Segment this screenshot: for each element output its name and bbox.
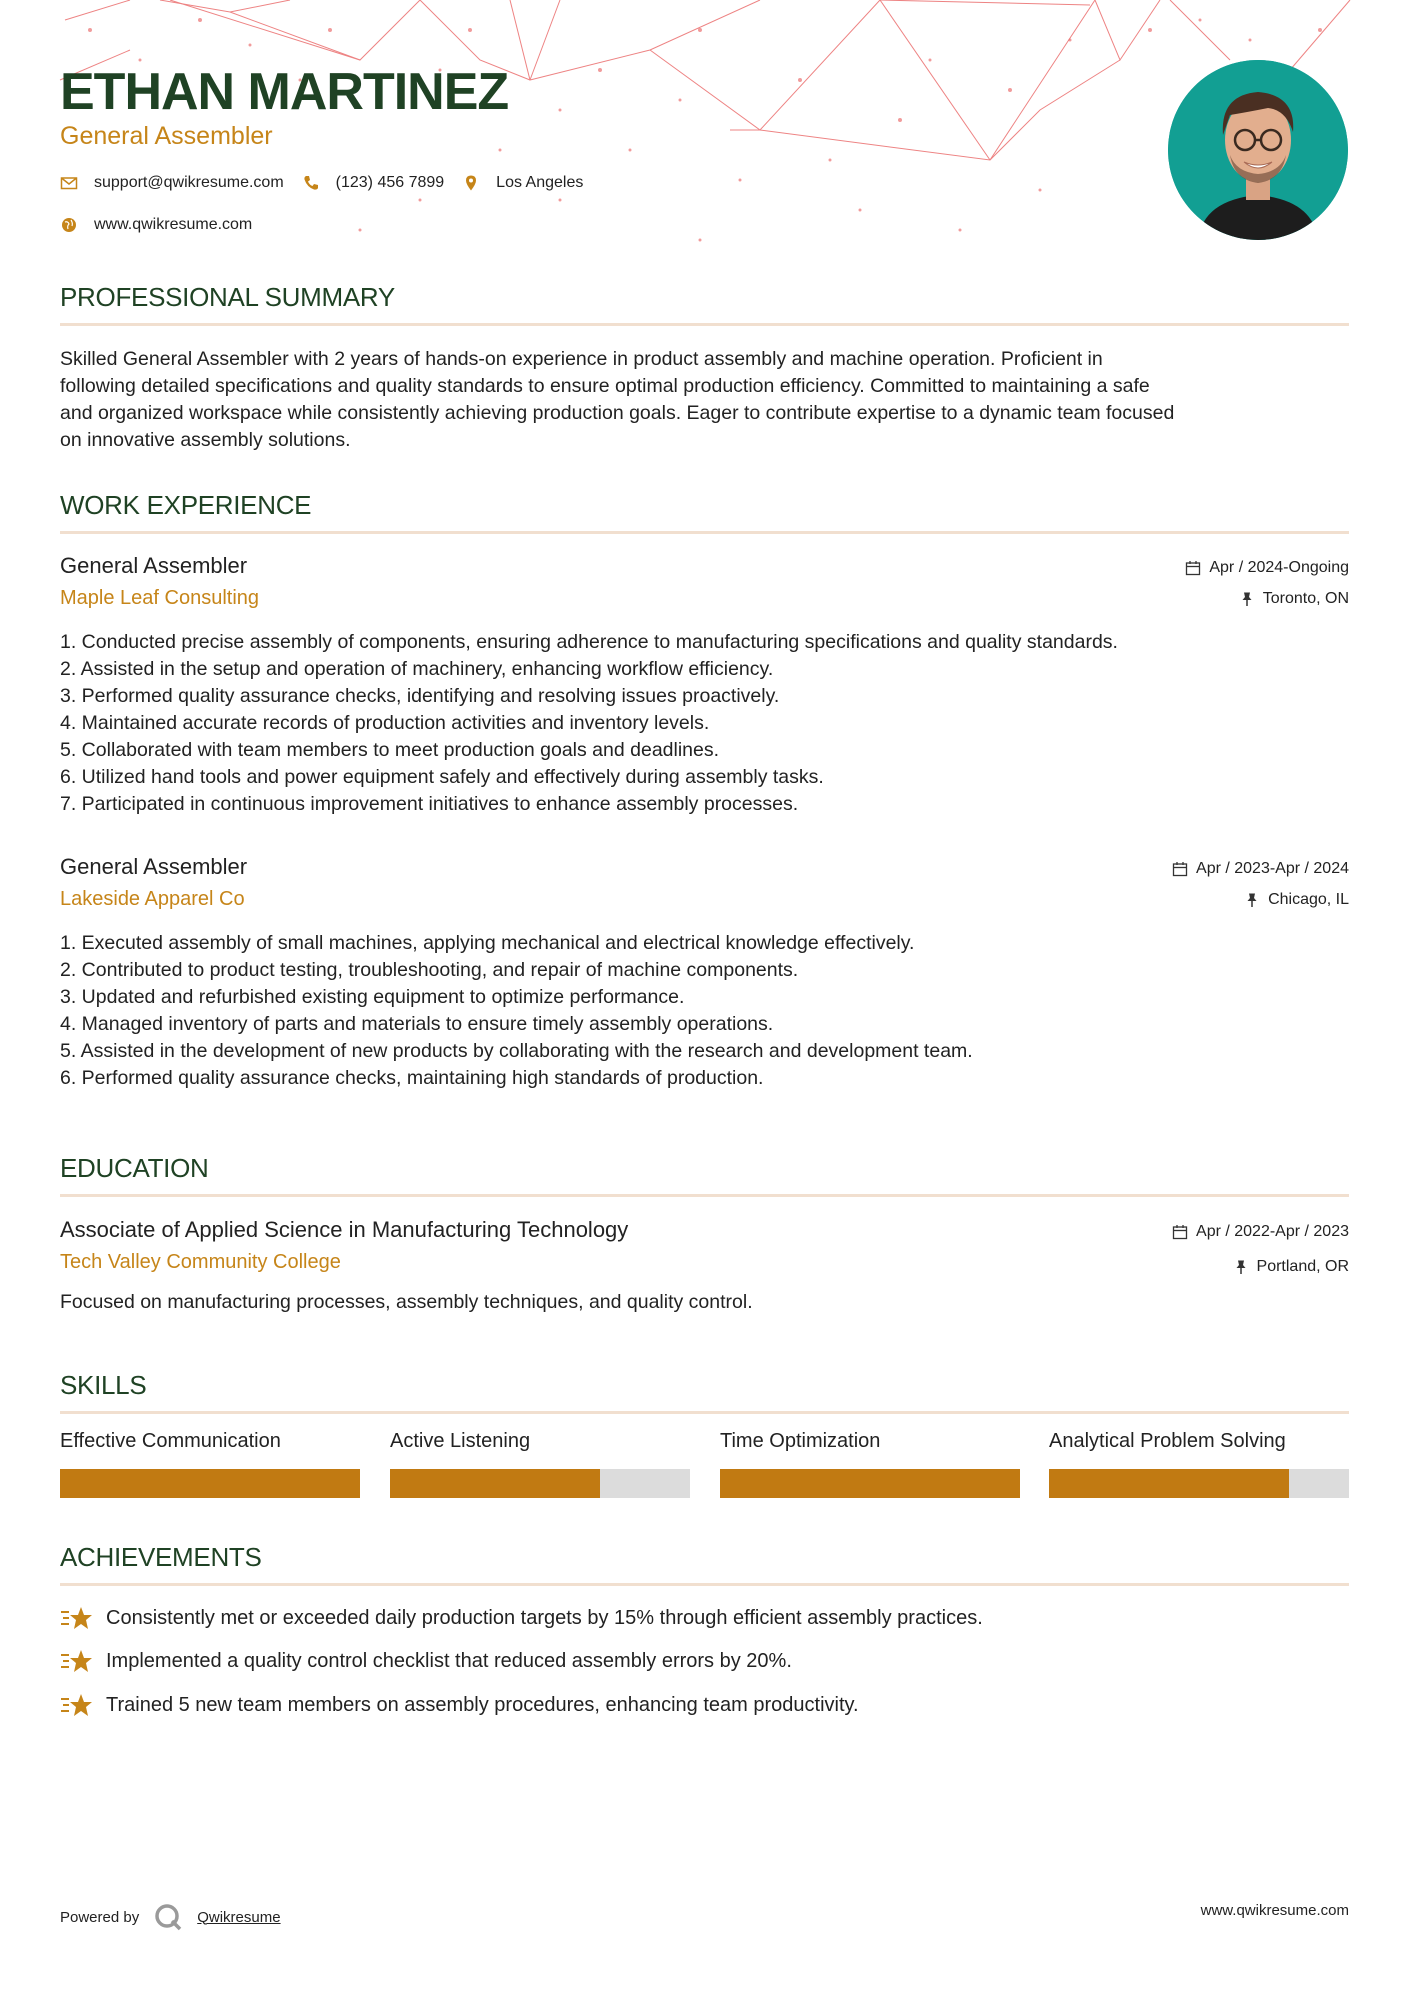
calendar-icon xyxy=(1172,1224,1188,1240)
skill-name: Active Listening xyxy=(390,1430,531,1452)
phone-icon xyxy=(302,174,320,192)
section-divider xyxy=(60,1411,1349,1414)
profile-photo xyxy=(1168,60,1348,240)
job-location-text: Chicago, IL xyxy=(1268,891,1349,908)
job-date xyxy=(1172,860,1349,878)
job-bullet: 5. Collaborated with team members to meet production goals and deadlines. xyxy=(60,739,720,761)
skill-name: Effective Communication xyxy=(60,1430,281,1452)
person-portrait-icon xyxy=(1168,60,1348,240)
section-divider xyxy=(60,1194,1349,1197)
education-heading: EDUCATION xyxy=(60,1153,209,1183)
education-section xyxy=(60,1153,1349,1197)
skill-item xyxy=(1049,1430,1349,1498)
job-title: General Assembler xyxy=(60,553,248,578)
achievement-text: Trained 5 new team members on assembly procedures, enhancing team productivity. xyxy=(106,1693,859,1716)
skill-item xyxy=(390,1430,690,1498)
globe-icon xyxy=(60,216,78,234)
achievement-text: Consistently met or exceeded daily production targets by 15% through efficient assembly practices. xyxy=(106,1606,983,1629)
contact-location xyxy=(462,174,583,192)
job-bullet: 2. Assisted in the setup and operation of machinery, enhancing workflow efficiency. xyxy=(60,658,774,680)
section-divider xyxy=(60,531,1349,534)
job-title: General Assembler xyxy=(60,854,248,879)
job-bullet: 2. Contributed to product testing, troubleshooting, and repair of machine components. xyxy=(60,959,799,981)
candidate-name: ETHAN MARTINEZ xyxy=(60,63,509,121)
job-bullet: 6. Performed quality assurance checks, maintaining high standards of production. xyxy=(60,1067,764,1089)
summary-heading: PROFESSIONAL SUMMARY xyxy=(60,282,395,312)
powered-by-label: Powered by xyxy=(60,1908,140,1926)
job-date-text: Apr / 2024-Ongoing xyxy=(1209,559,1349,576)
contact-row-2 xyxy=(60,216,270,234)
pushpin-icon xyxy=(1233,1259,1249,1275)
summary-text xyxy=(60,346,1349,454)
contact-website[interactable] xyxy=(60,216,252,234)
skill-level-fill xyxy=(60,1469,360,1498)
education-date xyxy=(1172,1223,1349,1241)
job-date-text: Apr / 2023-Apr / 2024 xyxy=(1196,860,1349,877)
job-bullet: 4. Maintained accurate records of production activities and inventory levels. xyxy=(60,712,710,734)
experience-heading: WORK EXPERIENCE xyxy=(60,490,312,520)
footer-powered-by xyxy=(60,1902,281,1932)
job-company: Lakeside Apparel Co xyxy=(60,888,245,910)
skill-level-bar xyxy=(60,1469,360,1498)
achievement-item xyxy=(60,1648,792,1674)
star-award-icon xyxy=(60,1648,94,1674)
calendar-icon xyxy=(1185,560,1201,576)
achievements-heading: ACHIEVEMENTS xyxy=(60,1542,262,1572)
degree-title: Associate of Applied Science in Manufacturing Technology xyxy=(60,1217,629,1242)
experience-section xyxy=(60,490,1349,534)
pushpin-icon xyxy=(1239,591,1255,607)
job-entry xyxy=(60,854,1349,1104)
section-divider xyxy=(60,323,1349,326)
website-text: www.qwikresume.com xyxy=(94,216,253,233)
education-description: Focused on manufacturing processes, assembly techniques, and quality control. xyxy=(60,1291,753,1313)
job-location xyxy=(1244,891,1349,909)
skill-item xyxy=(720,1430,1020,1498)
job-bullet: 4. Managed inventory of parts and materials to ensure timely assembly operations. xyxy=(60,1013,774,1035)
achievement-item xyxy=(60,1605,983,1631)
skill-level-bar xyxy=(1049,1469,1349,1498)
summary-line: Skilled General Assembler with 2 years of hands-on experience in product assembly and machine operation. Proficient in xyxy=(60,348,1103,370)
qwikresume-link[interactable]: Qwikresume xyxy=(197,1908,281,1926)
job-bullet: 6. Utilized hand tools and power equipment safely and effectively during assembly tasks. xyxy=(60,766,824,788)
email-text: support@qwikresume.com xyxy=(94,174,284,191)
education-location-text: Portland, OR xyxy=(1256,1258,1349,1275)
skills-grid xyxy=(60,1430,1349,1500)
candidate-role: General Assembler xyxy=(60,122,273,150)
skill-level-fill xyxy=(1049,1469,1289,1498)
education-entry xyxy=(60,1217,1349,1317)
job-bullets xyxy=(60,629,1118,818)
skill-name: Analytical Problem Solving xyxy=(1049,1430,1286,1452)
education-date-text: Apr / 2022-Apr / 2023 xyxy=(1196,1223,1349,1240)
star-award-icon xyxy=(60,1605,94,1631)
job-bullet: 3. Performed quality assurance checks, identifying and resolving issues proactively. xyxy=(60,685,780,707)
education-location xyxy=(1233,1258,1349,1276)
job-bullets xyxy=(60,930,973,1092)
star-award-icon xyxy=(60,1692,94,1718)
skill-level-fill xyxy=(720,1469,1020,1498)
location-text: Los Angeles xyxy=(496,174,584,191)
map-pin-icon xyxy=(462,174,480,192)
job-bullet: 3. Updated and refurbished existing equipment to optimize performance. xyxy=(60,986,685,1008)
achievement-text: Implemented a quality control checklist that reduced assembly errors by 20%. xyxy=(106,1649,792,1672)
summary-line: following detailed specifications and quality standards to ensure optimal production efficiency. Committed to maintaining a safe xyxy=(60,375,1150,397)
job-bullet: 1. Conducted precise assembly of components, ensuring adherence to manufacturing specifications and quality standards. xyxy=(60,631,1118,653)
achievement-item xyxy=(60,1692,859,1718)
phone-text: (123) 456 7899 xyxy=(335,174,445,191)
contact-email[interactable] xyxy=(60,174,284,192)
footer-website-text[interactable]: www.qwikresume.com xyxy=(1200,1902,1349,1919)
envelope-icon xyxy=(60,174,78,192)
skills-section xyxy=(60,1370,1349,1414)
summary-line: and organized workspace while consistently achieving production goals. Eager to contribute expertise to a dynamic team focused xyxy=(60,402,1175,424)
job-location-text: Toronto, ON xyxy=(1262,590,1349,607)
contact-phone[interactable] xyxy=(302,174,445,192)
skill-level-bar xyxy=(720,1469,1020,1498)
skill-level-bar xyxy=(390,1469,690,1498)
job-bullet: 1. Executed assembly of small machines, applying mechanical and electrical knowledge effectively. xyxy=(60,932,915,954)
school-name: Tech Valley Community College xyxy=(60,1251,341,1273)
skill-name: Time Optimization xyxy=(720,1430,881,1452)
section-divider xyxy=(60,1583,1349,1586)
contact-row-1 xyxy=(60,174,601,192)
job-entry xyxy=(60,553,1349,823)
job-location xyxy=(1239,590,1349,608)
achievements-section xyxy=(60,1542,1349,1586)
skill-level-fill xyxy=(390,1469,600,1498)
job-date xyxy=(1185,559,1349,577)
skill-item xyxy=(60,1430,360,1498)
job-bullet: 7. Participated in continuous improvement initiatives to enhance assembly processes. xyxy=(60,793,799,815)
summary-line: on innovative assembly solutions. xyxy=(60,429,351,451)
job-company: Maple Leaf Consulting xyxy=(60,587,260,609)
footer-website xyxy=(1201,1902,1349,1919)
pushpin-icon xyxy=(1244,892,1260,908)
skills-heading: SKILLS xyxy=(60,1370,147,1400)
calendar-icon xyxy=(1172,861,1188,877)
summary-section xyxy=(60,282,1349,454)
job-bullet: 5. Assisted in the development of new products by collaborating with the research and development team. xyxy=(60,1040,973,1062)
qwikresume-logo-icon xyxy=(153,1902,183,1932)
